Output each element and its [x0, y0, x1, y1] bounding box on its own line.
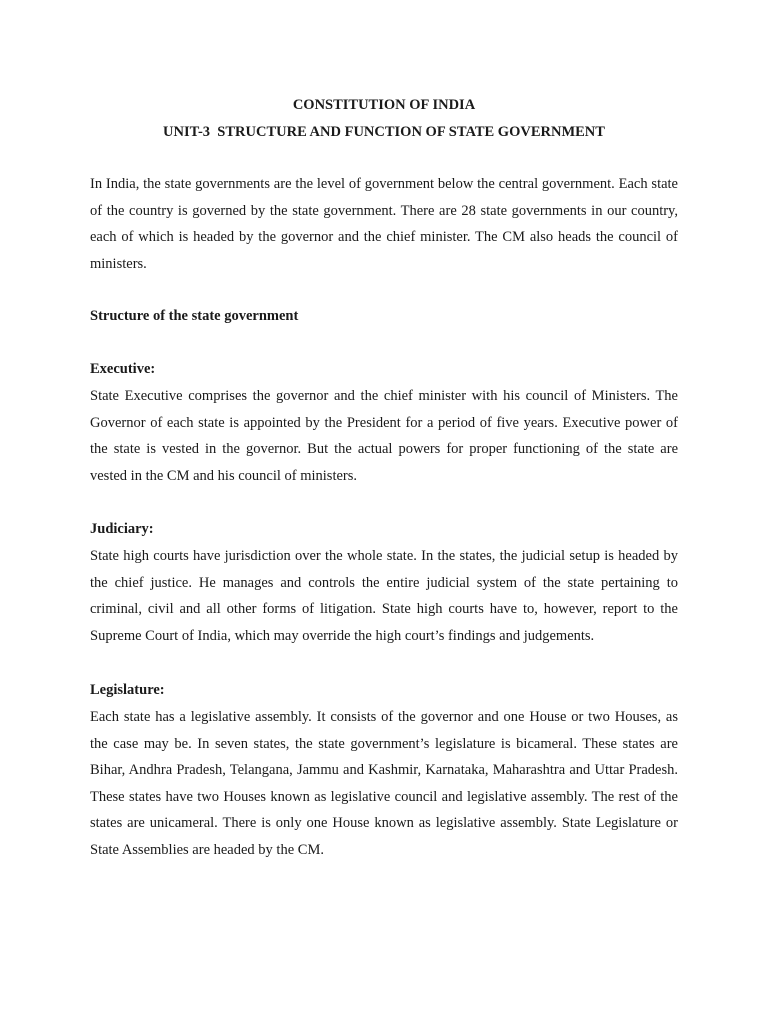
document-title: CONSTITUTION OF INDIA	[292, 97, 476, 113]
executive-heading: Executive:	[90, 361, 156, 377]
legislature-paragraph: Each state has a legislative assembly. It consists of the governor and one House or two Houses, as the case may be. In seven states, the state government’s legislature is bicameral. These states are Bihar, Andhra Pradesh, Telangana, Jammu and Kashmir, Karnataka, Maharashtra and Uttar Pradesh. These states have two Houses known as legislative council and legislative assembly. The rest of the states are unicameral. There is only one House known as legislative assembly. State Legislature or State Assemblies are headed by the CM.	[90, 709, 678, 858]
document-subtitle: UNIT-3 STRUCTURE AND FUNCTION OF STATE GOVERNMENT	[163, 124, 605, 140]
judiciary-paragraph: State high courts have jurisdiction over the whole state. In the states, the judicial setup is headed by the chief justice. He manages and controls the entire judicial system of the state pertaining to criminal, civil and all other forms of litigation. State high courts have to, however, report to the Supreme Court of India, which may override the high court’s findings and judgements.	[90, 548, 678, 644]
intro-paragraph: In India, the state governments are the level of government below the central government. Each state of the country is governed by the state government. There are 28 state governments in our country, each of which is headed by the governor and the chief minister. The CM also heads the council of ministers.	[90, 176, 678, 272]
legislature-heading: Legislature:	[90, 682, 165, 698]
executive-paragraph: State Executive comprises the governor and the chief minister with his council of Ministers. The Governor of each state is appointed by the President for a period of five years. Executive power of the state is vested in the governor. But the actual powers for proper functioning of the state are vested in the CM and his council of ministers.	[90, 388, 678, 484]
judiciary-heading: Judiciary:	[90, 521, 154, 537]
document-header	[0, 92, 768, 146]
structure-heading: Structure of the state government	[90, 308, 299, 324]
